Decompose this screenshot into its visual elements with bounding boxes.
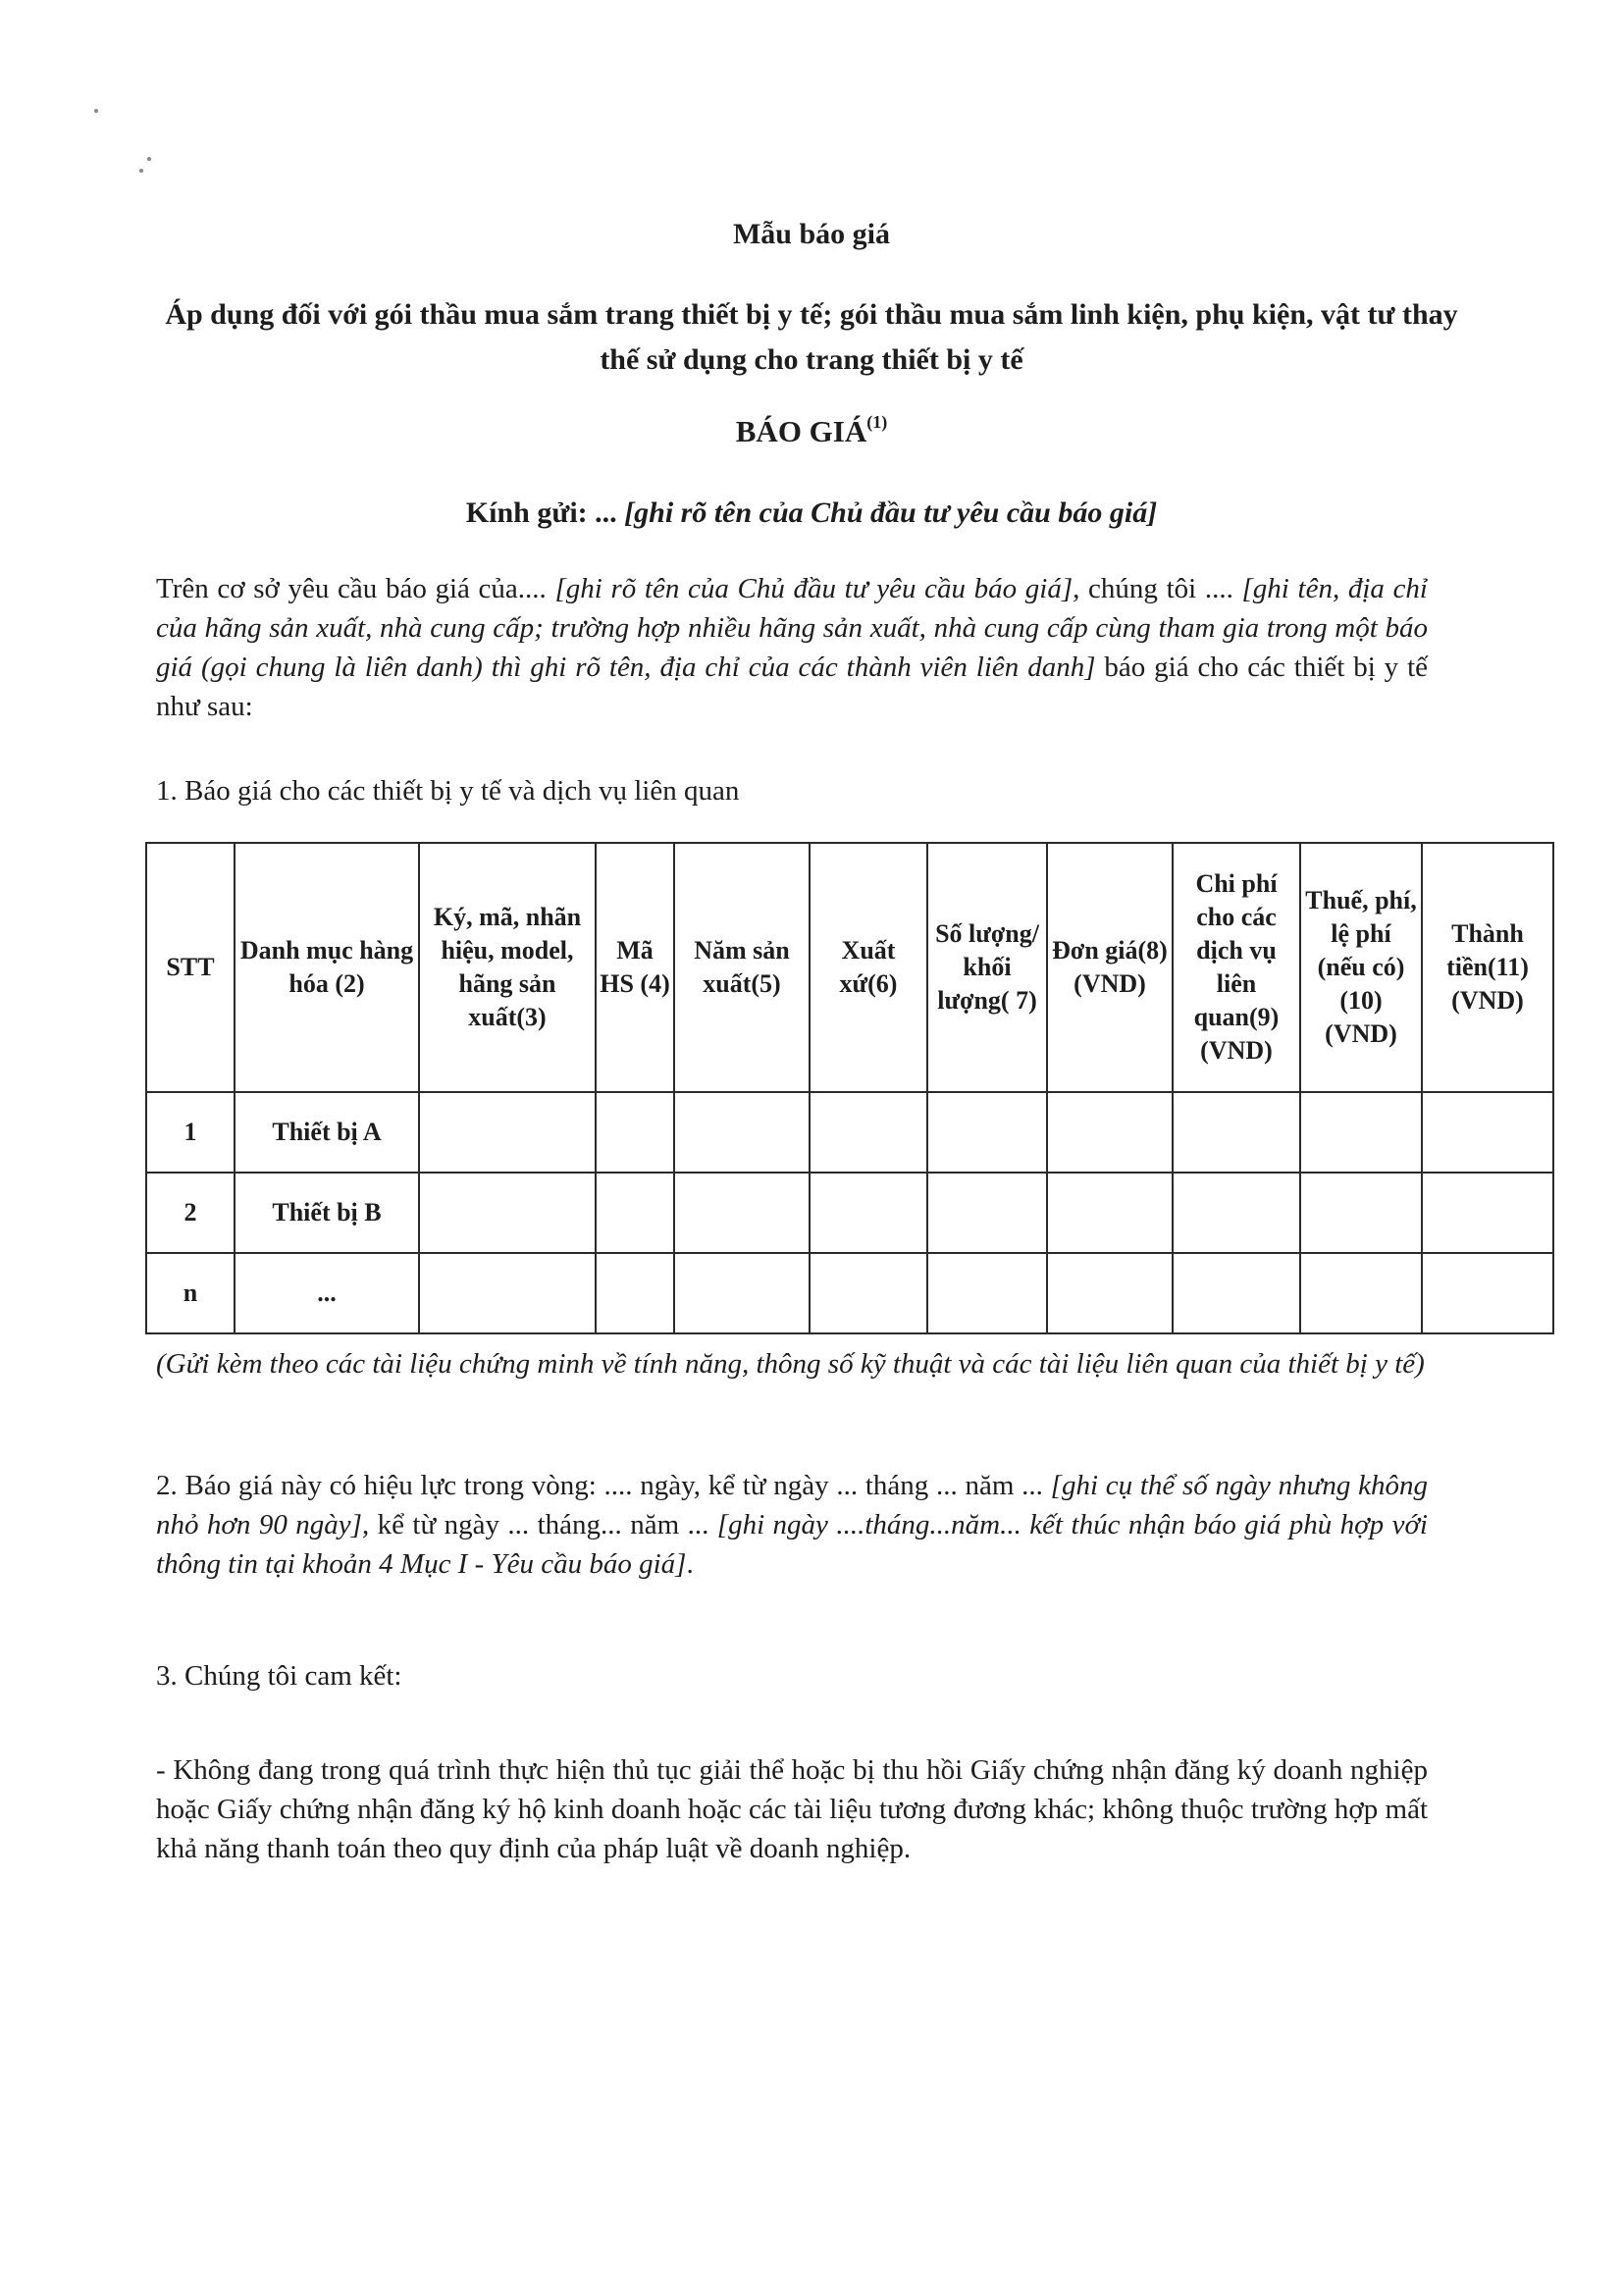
cell [1422,1173,1553,1253]
table-header-row [146,843,1553,1092]
cell-stt: n [146,1253,235,1333]
cell [419,1253,596,1333]
header-item-list: Danh mục hàng hóa (2) [235,843,419,1092]
cell [1300,1253,1422,1333]
cell [419,1173,596,1253]
section-1-heading: 1. Báo giá cho các thiết bị y tế và dịch vụ liên quan [156,775,740,807]
cell [419,1092,596,1173]
title-footnote: (1) [866,412,888,432]
table-row [146,1092,1553,1173]
attachment-note: (Gửi kèm theo các tài liệu chứng minh về tính năng, thông số kỹ thuật và các tài liệu liên quan của thiết bị y tế) [156,1348,1425,1380]
section-2-text-1: 2. Báo giá này có hiệu lực trong vòng: .... ngày, kể từ ngày ... tháng ... năm ... [156,1470,1043,1501]
cell [1047,1173,1173,1253]
cell [674,1092,810,1173]
cell [1173,1253,1300,1333]
commitment-paragraph: - Không đang trong quá trình thực hiện thủ tục giải thể hoặc bị thu hồi Giấy chứng nhận đăng ký doanh nghiệp hoặc Giấy chứng nhận đăng ký hộ kinh doanh hoặc các tài liệu tương đương khác; không thuộc trường hợp mất khả năng thanh toán theo quy định của pháp luật về doanh nghiệp. [156,1754,1428,1864]
quotation-table [145,842,1554,1334]
cell-item: Thiết bị A [235,1092,419,1173]
cell-stt: 2 [146,1173,235,1253]
header-total: Thành tiền(11) (VND) [1422,843,1553,1092]
header-tax: Thuế, phí, lệ phí (nếu có)(10) (VND) [1300,843,1422,1092]
cell [810,1253,927,1333]
cell [596,1173,674,1253]
table-row [146,1253,1553,1333]
title-text: BÁO GIÁ [735,414,867,448]
cell [1300,1092,1422,1173]
header-model: Ký, mã, nhãn hiệu, model, hãng sản xuất(3) [419,843,596,1092]
cell [596,1092,674,1173]
intro-placeholder-2: [ghi tên, địa chỉ của hãng sản xuất, nhà cung cấp; trường hợp nhiều hãng sản xuất, nhà cung cấp cùng tham gia trong một báo giá (gọi chung là liên danh) thì ghi rõ tên, địa chỉ của các thành viên liên danh] [156,573,1428,683]
cell [1300,1173,1422,1253]
cell [674,1253,810,1333]
header-quantity: Số lượng/ khối lượng( 7) [927,843,1047,1092]
cell [810,1173,927,1253]
cell [927,1173,1047,1253]
cell [1173,1092,1300,1173]
cell [1422,1092,1553,1173]
cell-item: Thiết bị B [235,1173,419,1253]
document-title [0,412,1623,449]
cell [1173,1173,1300,1253]
cell-item: ... [235,1253,419,1333]
header-hs-code: Mã HS (4) [596,843,674,1092]
recipient-placeholder: [ghi rõ tên của Chủ đầu tư yêu cầu báo giá] [624,496,1158,529]
intro-text-1: Trên cơ sở yêu cầu báo giá của.... [156,573,547,604]
section-2-placeholder-1: [ghi cụ thể số ngày nhưng không nhỏ hơn 90 ngày] [156,1470,1428,1540]
cell [596,1253,674,1333]
cell [810,1092,927,1173]
header-service-cost: Chi phí cho các dịch vụ liên quan(9) (VND) [1173,843,1300,1092]
intro-placeholder-1: [ghi rõ tên của Chủ đầu tư yêu cầu báo giá] [554,573,1073,604]
header-origin: Xuất xứ(6) [810,843,927,1092]
cell [1047,1253,1173,1333]
section-2-text-2: , kể từ ngày ... tháng... năm ... [361,1509,709,1540]
cell [1047,1092,1173,1173]
section-2-paragraph [156,1466,1428,1584]
cell [1422,1253,1553,1333]
intro-paragraph [156,569,1428,726]
subtitle: Áp dụng đối với gói thầu mua sắm trang thiết bị y tế; gói thầu mua sắm linh kiện, phụ kiện, vật tư thay thế sử dụng cho trang thiết bị y tế [165,298,1458,376]
intro-text-3: báo giá cho các thiết bị y tế như sau: [156,652,1428,722]
cell [927,1092,1047,1173]
table-row [146,1173,1553,1253]
section-3-heading: 3. Chúng tôi cam kết: [156,1660,402,1692]
cell [927,1253,1047,1333]
header-unit-price: Đơn giá(8) (VND) [1047,843,1173,1092]
section-2-placeholder-2: [ghi ngày ....tháng...năm... kết thúc nhận báo giá phù hợp với thông tin tại khoản 4 Mục I - Yêu cầu báo giá] [156,1509,1428,1580]
recipient-label: Kính gửi: ... [465,496,617,529]
form-name: Mẫu báo giá [732,218,891,250]
recipient-line [0,496,1623,530]
cell-stt: 1 [146,1092,235,1173]
section-2-text-3: . [686,1548,694,1580]
header-year: Năm sản xuất(5) [674,843,810,1092]
cell [674,1173,810,1253]
header-stt: STT [146,843,235,1092]
intro-text-2: , chúng tôi .... [1073,573,1233,604]
